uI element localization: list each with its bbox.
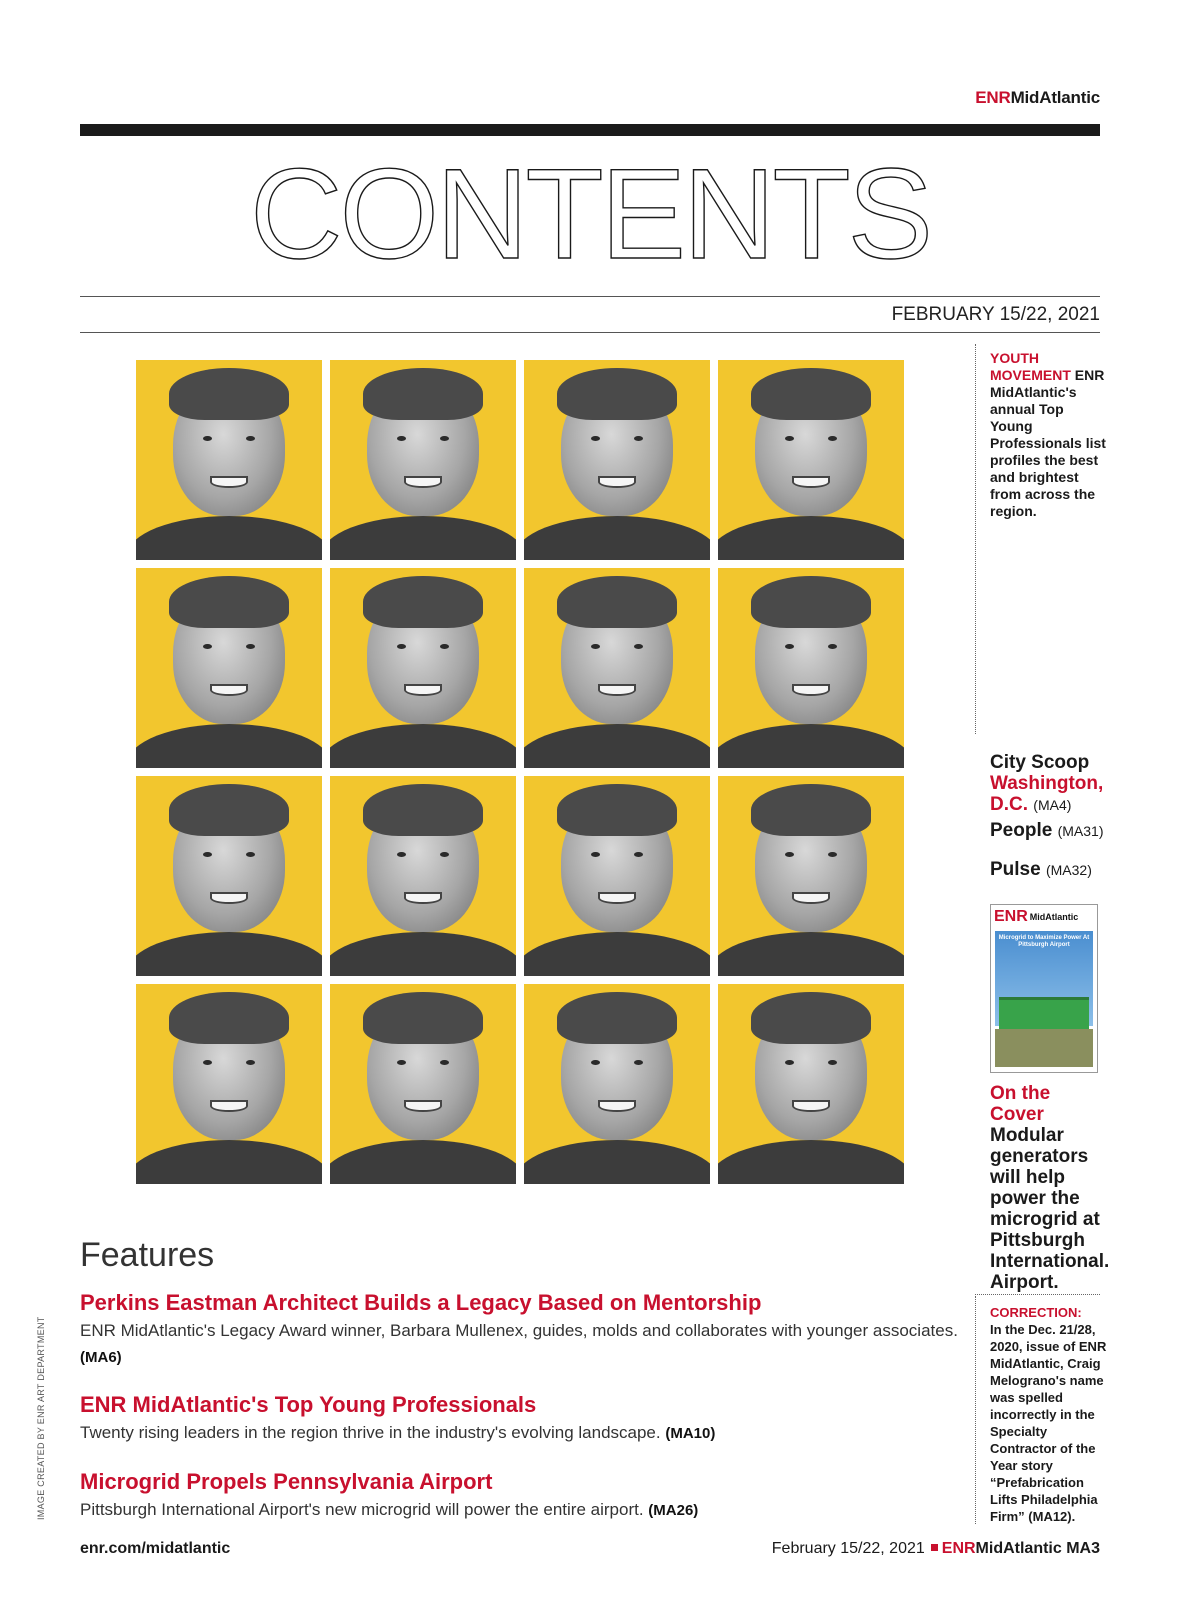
portrait-eyes [591, 1060, 643, 1070]
footer-url[interactable]: enr.com/midatlantic [80, 1540, 231, 1557]
portrait-photo [330, 568, 516, 768]
page-title: CONTENTS [250, 143, 930, 286]
dept-page: (MA4) [1033, 797, 1072, 813]
portrait-eyes [591, 436, 643, 446]
portrait-smile [210, 1100, 247, 1112]
correction-lead: CORRECTION: [990, 1305, 1082, 1320]
portrait-eyes [203, 436, 255, 446]
portrait-photo [524, 568, 710, 768]
portrait-shoulders [718, 516, 904, 560]
portrait-hair [169, 784, 288, 836]
dept-page: (MA32) [1045, 862, 1092, 878]
portrait-hair [363, 368, 482, 420]
features-heading: Features [80, 1236, 215, 1274]
correction-note [990, 1304, 1108, 1525]
brand-enr: ENR [975, 88, 1011, 107]
portrait-eyes [591, 644, 643, 654]
portrait-photo [718, 568, 904, 768]
portrait-hair [557, 368, 676, 420]
portrait-photo [524, 984, 710, 1184]
portrait-hair [169, 992, 288, 1044]
portrait-photo [718, 984, 904, 1184]
portrait-shoulders [136, 932, 322, 976]
dept-sub: Washington, D.C. [990, 773, 1104, 815]
portrait-smile [598, 1100, 635, 1112]
on-the-cover-lead: On the Cover [990, 1083, 1051, 1125]
portrait-hair [557, 576, 676, 628]
portrait-smile [210, 476, 247, 488]
portrait-photo [136, 360, 322, 560]
portrait-hair [557, 992, 676, 1044]
footer-enr: ENR [941, 1540, 976, 1557]
dotted-divider [975, 1296, 976, 1524]
cover-masthead [991, 905, 1097, 929]
cover-enr: ENR [994, 908, 1028, 925]
feature-item[interactable] [80, 1392, 960, 1447]
correction-text: In the Dec. 21/28, 2020, issue of ENR MidAtlantic, Craig Melograno's name was spelled incorrectly in the Specialty Contractor of the Year story “Prefabrication Lifts Philadelphia Firm” (MA12). [990, 1322, 1107, 1524]
footer-brand-name: MidAtlantic [975, 1540, 1062, 1557]
portrait-shoulders [524, 932, 710, 976]
dept-people[interactable] [990, 820, 1108, 842]
portrait-photo [136, 984, 322, 1184]
portrait-photo [136, 776, 322, 976]
dept-name: Pulse [990, 859, 1041, 880]
portrait-hair [751, 992, 870, 1044]
portrait-hair [557, 784, 676, 836]
youth-movement-blurb [990, 350, 1108, 520]
portrait-smile [404, 892, 441, 904]
cover-generators [999, 997, 1089, 1032]
footer-page-number: MA3 [1066, 1540, 1100, 1557]
portrait-shoulders [136, 724, 322, 768]
feature-title[interactable]: Microgrid Propels Pennsylvania Airport [80, 1469, 493, 1494]
issue-date: FEBRUARY 15/22, 2021 [891, 304, 1100, 325]
portrait-grid [136, 360, 906, 1186]
portrait-eyes [785, 436, 837, 446]
portrait-smile [404, 1100, 441, 1112]
portrait-hair [751, 784, 870, 836]
portrait-smile [792, 892, 829, 904]
portrait-photo [524, 776, 710, 976]
feature-item[interactable] [80, 1469, 960, 1524]
dotted-divider [975, 344, 976, 734]
portrait-smile [404, 684, 441, 696]
portrait-smile [598, 892, 635, 904]
portrait-eyes [397, 644, 449, 654]
portrait-photo [330, 360, 516, 560]
dept-page: (MA31) [1057, 823, 1104, 839]
portrait-shoulders [524, 516, 710, 560]
portrait-shoulders [718, 1140, 904, 1184]
portrait-hair [751, 368, 870, 420]
portrait-shoulders [718, 724, 904, 768]
cover-thumbnail[interactable] [990, 904, 1098, 1073]
portrait-hair [751, 576, 870, 628]
dept-name: City Scoop [990, 752, 1090, 773]
portrait-photo [330, 776, 516, 976]
portrait-shoulders [330, 1140, 516, 1184]
cover-headline: Microgrid to Maximize Power At Pittsburgh Airport [998, 935, 1090, 948]
portrait-smile [792, 684, 829, 696]
portrait-eyes [203, 644, 255, 654]
portrait-shoulders [330, 724, 516, 768]
cover-ground [995, 1029, 1093, 1067]
portrait-shoulders [330, 932, 516, 976]
portrait-shoulders [330, 516, 516, 560]
feature-desc [80, 1497, 960, 1524]
portrait-smile [404, 476, 441, 488]
square-bullet-icon [931, 1544, 938, 1551]
divider [80, 296, 1100, 297]
feature-desc-text: ENR MidAtlantic's Legacy Award winner, Barbara Mullenex, guides, molds and collaborates with younger associates. [80, 1321, 958, 1340]
portrait-eyes [203, 852, 255, 862]
portrait-shoulders [524, 724, 710, 768]
feature-desc [80, 1420, 960, 1447]
portrait-photo [330, 984, 516, 1184]
top-rule-bar [80, 124, 1100, 136]
dept-city-scoop[interactable] [990, 752, 1108, 816]
portrait-eyes [591, 852, 643, 862]
portrait-smile [598, 476, 635, 488]
divider [80, 332, 1100, 333]
portrait-hair [363, 784, 482, 836]
feature-desc-text: Pittsburgh International Airport's new microgrid will power the entire airport. [80, 1500, 644, 1519]
feature-title[interactable]: Perkins Eastman Architect Builds a Legacy Based on Mentorship [80, 1290, 762, 1315]
portrait-smile [210, 892, 247, 904]
portrait-shoulders [136, 516, 322, 560]
portrait-photo [136, 568, 322, 768]
portrait-hair [169, 368, 288, 420]
brand-name: MidAtlantic [1010, 88, 1100, 107]
masthead-brand [975, 88, 1100, 108]
portrait-eyes [397, 852, 449, 862]
portrait-shoulders [524, 1140, 710, 1184]
feature-desc-text: Twenty rising leaders in the region thrive in the industry's evolving landscape. [80, 1423, 661, 1442]
on-the-cover-blurb [990, 1083, 1108, 1293]
feature-item[interactable] [80, 1290, 960, 1371]
portrait-photo [718, 776, 904, 976]
portrait-hair [363, 992, 482, 1044]
portrait-shoulders [136, 1140, 322, 1184]
image-credit: IMAGE CREATED BY ENR ART DEPARTMENT [36, 1316, 46, 1520]
dept-pulse[interactable] [990, 859, 1108, 881]
portrait-eyes [397, 436, 449, 446]
portrait-photo [718, 360, 904, 560]
portrait-eyes [785, 852, 837, 862]
feature-page: (MA10) [665, 1425, 716, 1442]
feature-page: (MA26) [648, 1502, 699, 1519]
portrait-eyes [203, 1060, 255, 1070]
portrait-smile [792, 476, 829, 488]
youth-movement-lead: YOUTH MOVEMENT [990, 350, 1071, 383]
youth-movement-text: ENR MidAtlantic's annual Top Young Professionals list profiles the best and brightest from across the region. [990, 367, 1106, 519]
portrait-hair [363, 576, 482, 628]
cover-brand-name: MidAtlantic [1029, 912, 1079, 922]
feature-page: (MA6) [80, 1349, 122, 1366]
portrait-smile [598, 684, 635, 696]
dept-name: People [990, 820, 1053, 841]
portrait-eyes [785, 1060, 837, 1070]
portrait-smile [210, 684, 247, 696]
portrait-photo [524, 360, 710, 560]
footer-folio [772, 1540, 1100, 1558]
portrait-eyes [785, 644, 837, 654]
portrait-shoulders [718, 932, 904, 976]
on-the-cover-text: Modular generators will help power the microgrid at Pittsburgh International. Airport. [990, 1125, 1110, 1293]
portrait-smile [792, 1100, 829, 1112]
dotted-divider [975, 1294, 1100, 1295]
feature-desc [80, 1318, 960, 1371]
portrait-eyes [397, 1060, 449, 1070]
feature-title[interactable]: ENR MidAtlantic's Top Young Professionals [80, 1392, 537, 1417]
portrait-hair [169, 576, 288, 628]
footer-date: February 15/22, 2021 [771, 1540, 925, 1557]
